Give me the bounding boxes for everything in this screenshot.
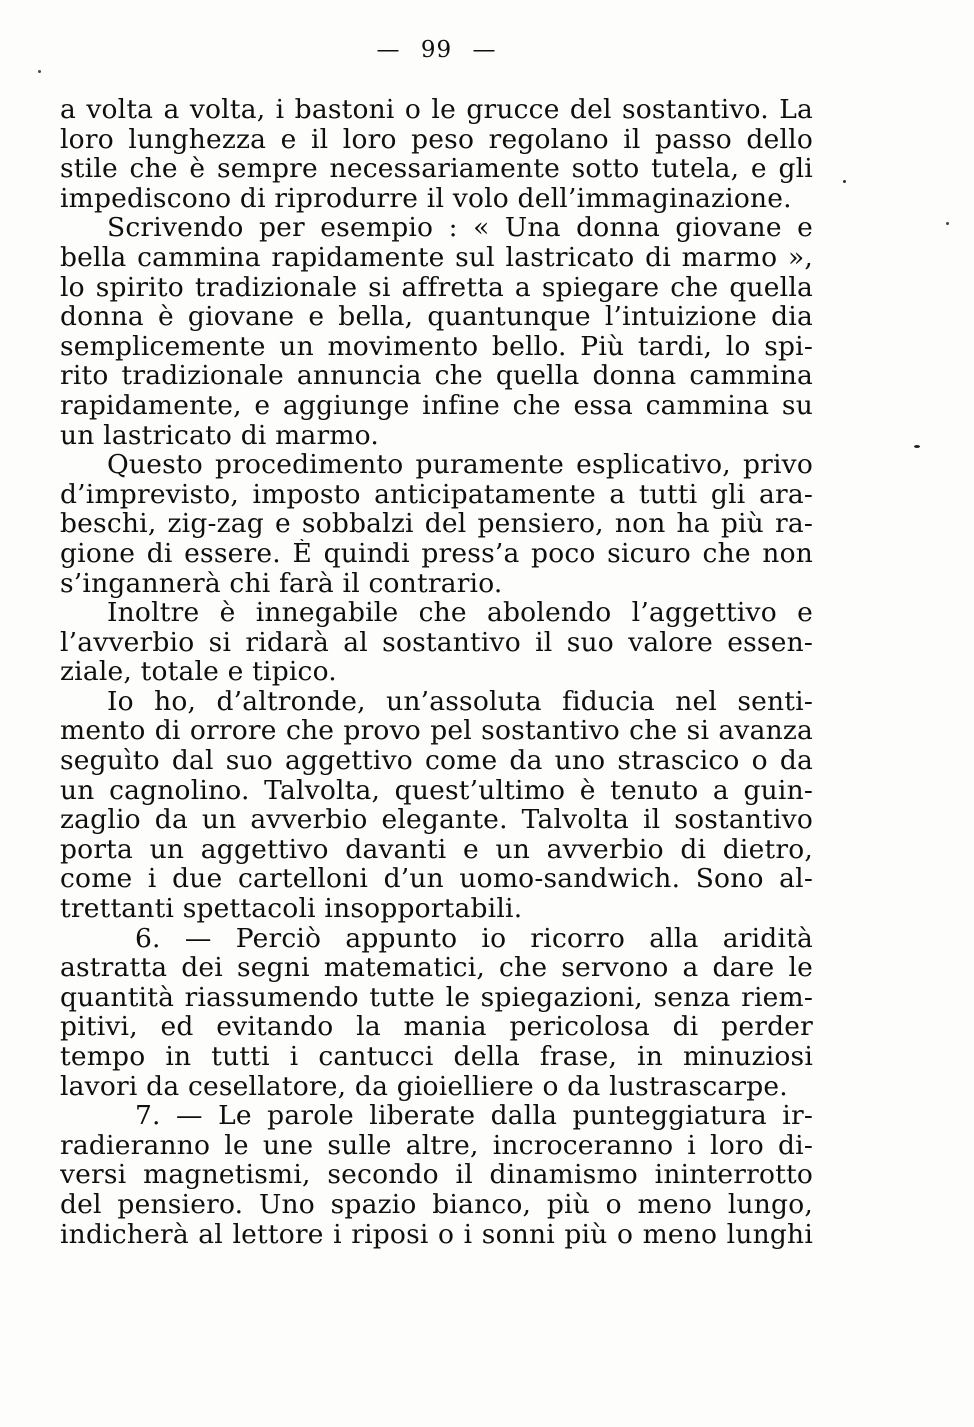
text-line: rapidamente, e aggiunge infine che essa cammina su xyxy=(60,390,813,421)
text-line: lo spirito tradizionale si affretta a spiegare che quella xyxy=(60,272,813,303)
text-line: Inoltre è innegabile che abolendo l’aggettivo e xyxy=(107,598,813,628)
text-line: indicherà al lettore i riposi o i sonni più o meno lunghi xyxy=(60,1219,813,1250)
scan-speck xyxy=(38,70,41,73)
text-line: 6. — Perciò appunto io ricorro alla aridità xyxy=(135,923,813,954)
text-line: l’avverbio si ridarà al sostantivo il suo valore essen- xyxy=(60,627,813,658)
scan-speck xyxy=(843,180,846,183)
body-text xyxy=(60,95,813,1249)
text-line: d’imprevisto, imposto anticipatamente a tutti gli ara- xyxy=(60,479,813,510)
text-line: donna è giovane e bella, quantunque l’intuizione dia xyxy=(60,302,813,332)
scan-speck xyxy=(946,222,949,225)
page-number: 99 xyxy=(420,37,453,63)
text-line: come i due cartelloni d’un uomo-sandwich. Sono al- xyxy=(60,864,813,895)
text-line: zaglio da un avverbio elegante. Talvolta il sostantivo xyxy=(60,805,813,835)
text-line: un cagnolino. Talvolta, quest’ultimo è tenuto a guin- xyxy=(60,775,813,806)
text-line: gione di essere. È quindi press’a poco sicuro che non xyxy=(60,538,813,569)
text-line: Scrivendo per esempio : « Una donna giovane e xyxy=(107,213,813,243)
text-line: a volta a volta, i bastoni o le grucce del sostantivo. La xyxy=(60,95,813,125)
text-line: radieranno le une sulle altre, incroceranno i loro di- xyxy=(60,1130,813,1161)
text-line: trettanti spettacoli insopportabili. xyxy=(60,894,523,924)
header-dash-left: — xyxy=(376,37,401,63)
text-line: beschi, zig-zag e sobbalzi del pensiero, non ha più ra- xyxy=(60,509,813,539)
text-line: stile che è sempre necessariamente sotto tutela, e gli xyxy=(60,154,813,184)
text-line: del pensiero. Uno spazio bianco, più o meno lungo, xyxy=(60,1189,813,1220)
text-line: seguìto dal suo aggettivo come da uno strascico o da xyxy=(60,746,813,776)
text-line: bella cammina rapidamente sul lastricato di marmo », xyxy=(60,242,813,273)
text-line: lavori da cesellatore, da gioielliere o da lustrascarpe. xyxy=(60,1071,788,1102)
scan-speck xyxy=(914,445,920,448)
text-line: Questo procedimento puramente esplicativo, privo xyxy=(107,450,813,480)
text-line: versi magnetismi, secondo il dinamismo ininterrotto xyxy=(60,1160,813,1190)
page-number-header xyxy=(60,36,813,64)
text-line: rito tradizionale annuncia che quella donna cammina xyxy=(60,361,813,391)
text-line: semplicemente un movimento bello. Più tardi, lo spi- xyxy=(60,331,813,362)
text-line: loro lunghezza e il loro peso regolano il passo dello xyxy=(60,124,813,155)
text-line: tempo in tutti i cantucci della frase, in minuziosi xyxy=(60,1042,813,1072)
text-line: ziale, totale e tipico. xyxy=(60,657,337,687)
text-line: pitivi, ed evitando la mania pericolosa di perder xyxy=(60,1012,813,1042)
text-line: s’ingannerà chi farà il contrario. xyxy=(60,568,503,599)
text-line: porta un aggettivo davanti e un avverbio di dietro, xyxy=(60,834,813,865)
text-line: quantità riassumendo tutte le spiegazioni, senza riem- xyxy=(60,982,813,1013)
header-dash-right: — xyxy=(472,37,497,63)
text-line: mento di orrore che provo pel sostantivo che si avanza xyxy=(60,716,813,747)
text-line: 7. — Le parole liberate dalla punteggiatura ir- xyxy=(135,1101,813,1131)
text-line: impediscono di riprodurre il volo dell’immaginazione. xyxy=(60,183,792,214)
text-column xyxy=(60,36,813,1249)
text-line: un lastricato di marmo. xyxy=(60,420,379,451)
text-line: astratta dei segni matematici, che servono a dare le xyxy=(60,953,813,983)
text-line: Io ho, d’altronde, un’assoluta fiducia nel senti- xyxy=(107,686,813,717)
